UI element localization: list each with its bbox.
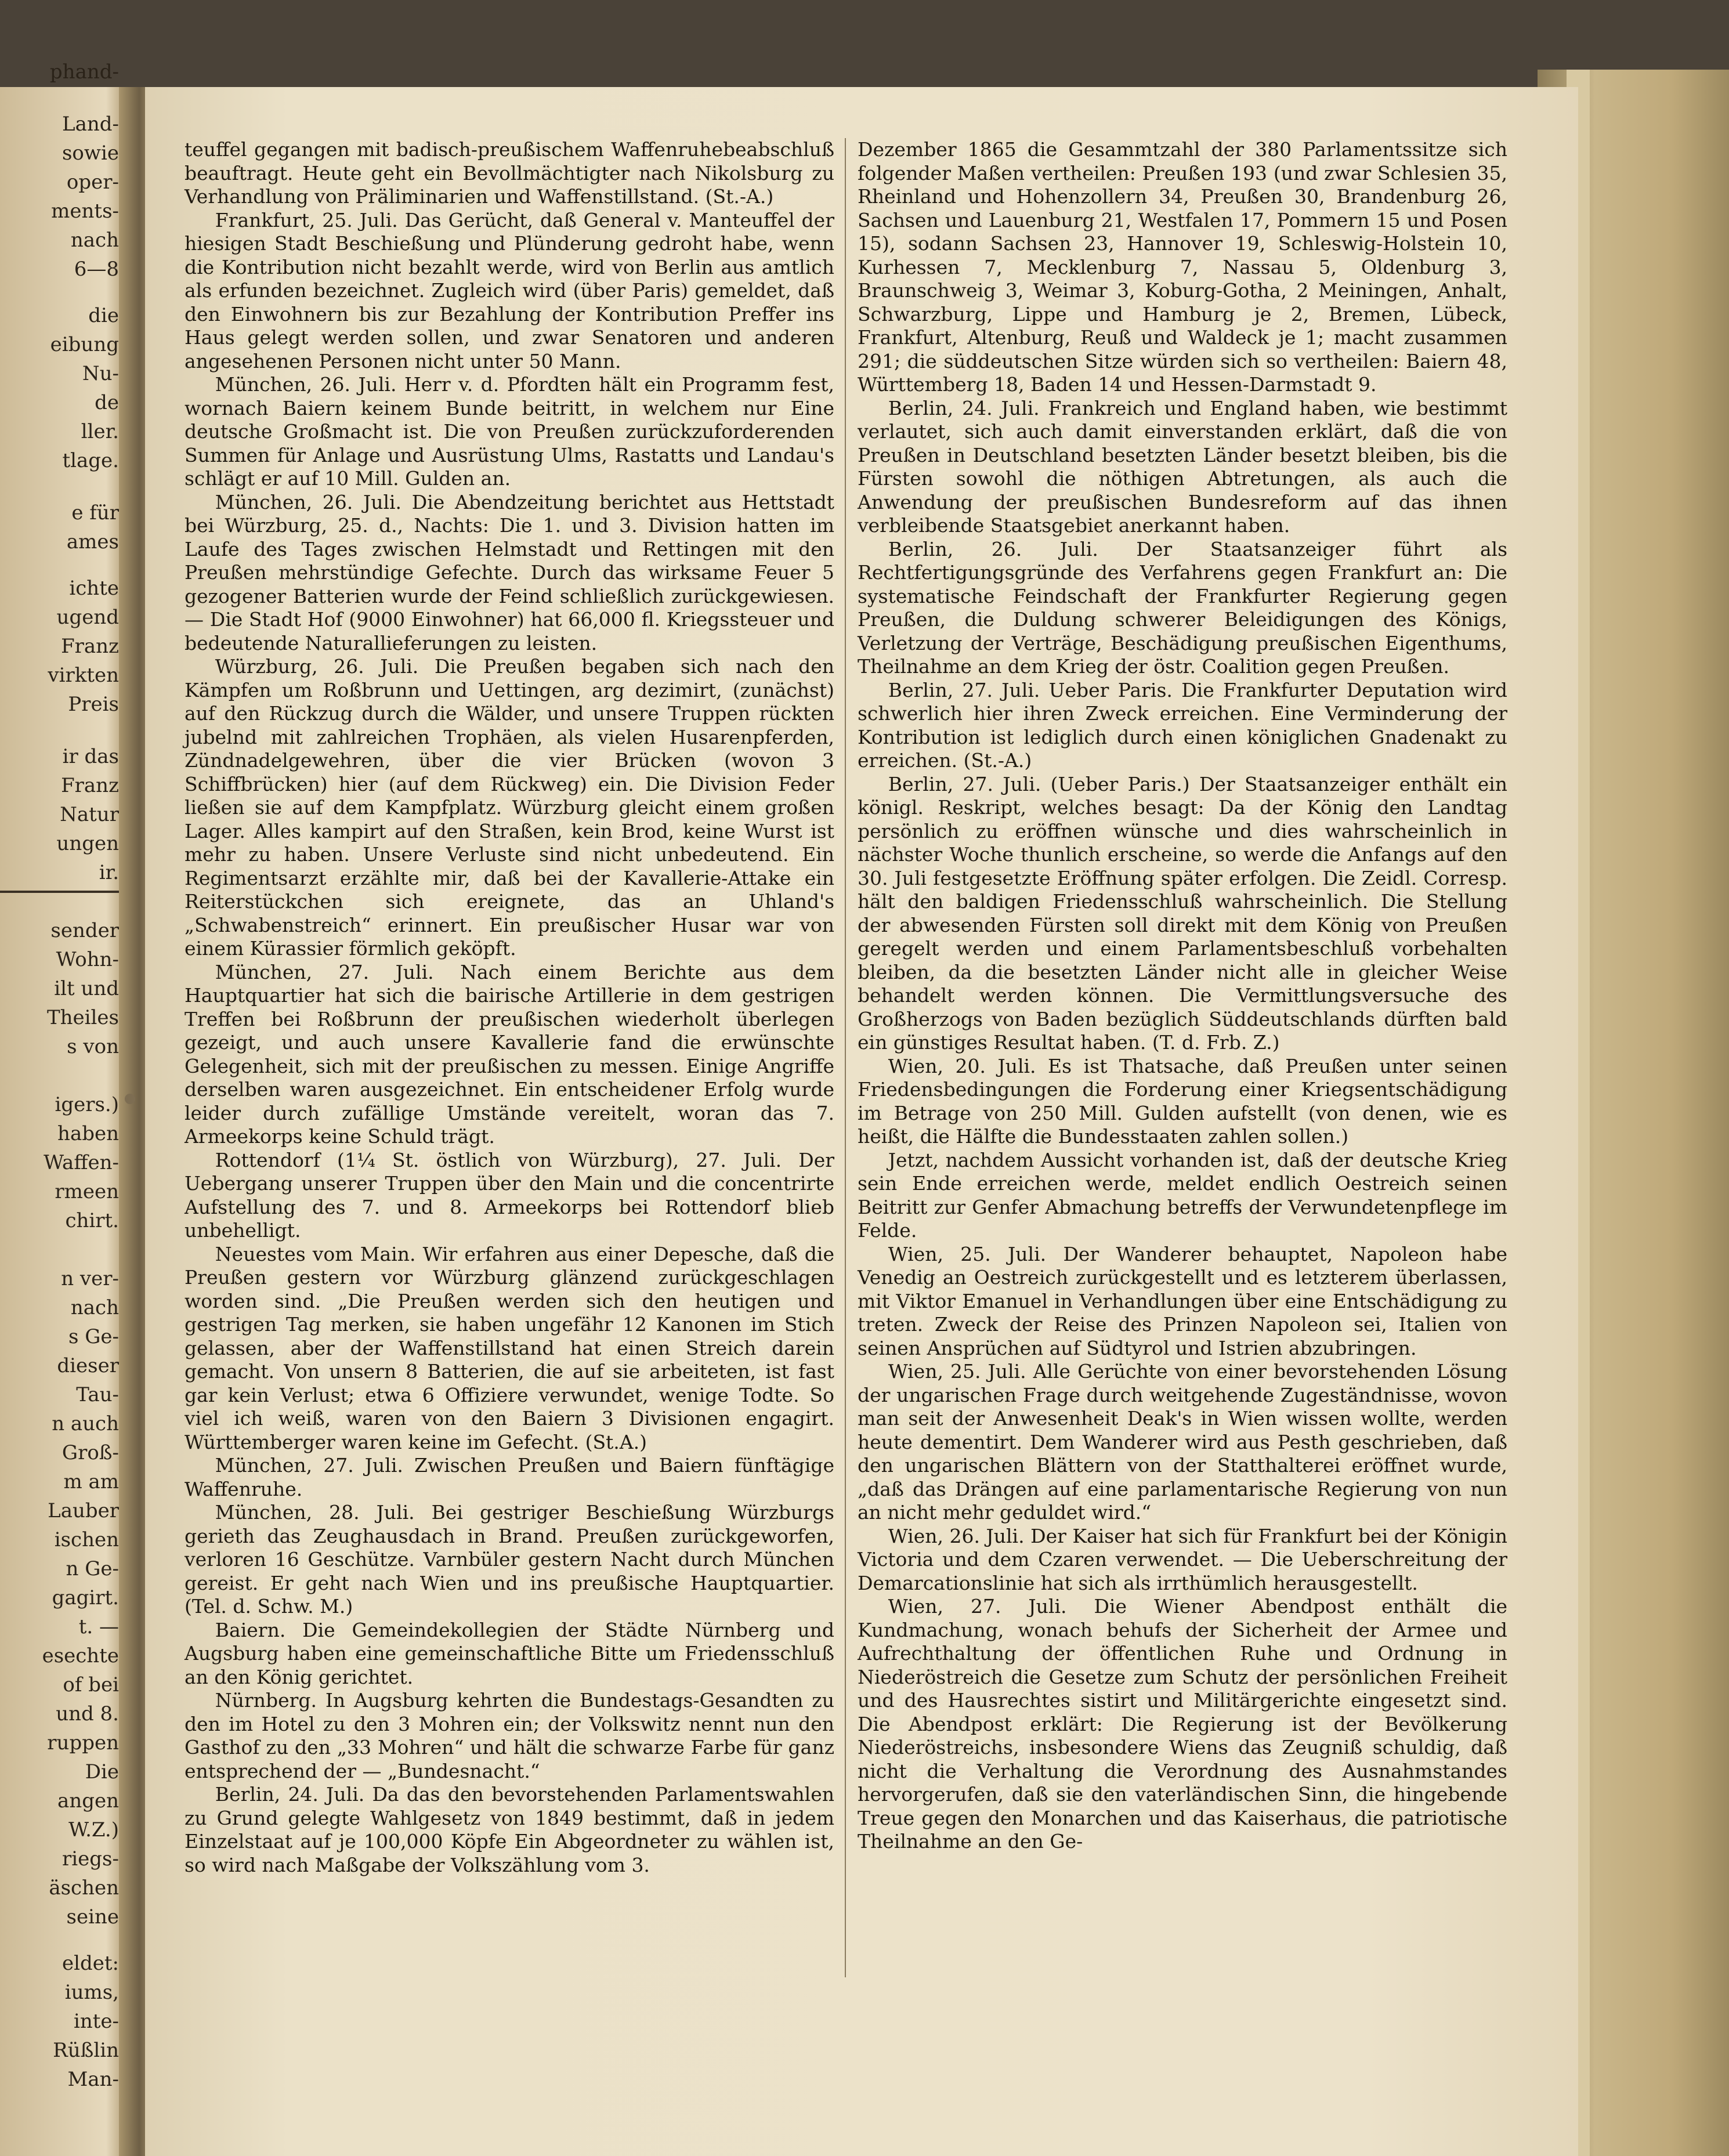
left-page-text-fragment: ichte [69, 577, 119, 600]
left-page-text-fragment: Tau- [76, 1383, 119, 1406]
left-page-text-fragment: nach [70, 1296, 119, 1319]
left-page-text-fragment: virkten [48, 664, 119, 687]
left-page-text-fragment: inte- [73, 2010, 119, 2033]
left-page-text-fragment: sender [50, 919, 119, 942]
left-page-text-fragment: s Ge- [68, 1325, 119, 1348]
left-page-text-fragment: tlage. [62, 449, 119, 472]
article-paragraph: Wien, 25. Juli. Der Wanderer behauptet, Napoleon habe Venedig an Oestreich zurückgestellt und es letzterem überlassen, mit Viktor Emanuel in Verhandlungen über eine Entschädigung zu treten. Zweck der Reise des Prinzen Napoleon sei, Italien von seinen Ansprüchen auf Südtyrol und Istrien abzubringen. [858, 1242, 1507, 1359]
article-paragraph: Dezember 1865 die Gesammtzahl der 380 Parlamentssitze sich folgender Maßen vertheilen: Preußen 193 (und zwar Schlesien 35, Rheinland und Hohenzollern 34, Preußen 30, Brandenburg 26, Sachsen und Lauenburg 21, Westfalen 17, Pommern 15 und Posen 15), sodann Sachsen 23, Hannover 19, Schleswig-Holstein 10, Kurhessen 7, Mecklenburg 7, Nassau 5, Oldenburg 3, Braunschweig 3, Weimar 3, Koburg-Gotha, 2 Meiningen, Anhalt, Schwarzburg, Lippe und Hamburg je 2, Bremen, Lübeck, Frankfurt, Altenburg, Reuß und Waldeck je 1; macht zusammen 291; die süddeutschen Sitze würden sich so vertheilen: Baiern 48, Württemberg 18, Baden 14 und Hessen-Darmstadt 9. [858, 138, 1507, 396]
left-page-text-fragment: Nu- [82, 362, 119, 385]
article-paragraph: Jetzt, nachdem Aussicht vorhanden ist, daß der deutsche Krieg sein Ende erreichen werde, meldet endlich Oestreich seinen Beitritt zur Genfer Abmachung betreffs der Verwundetenpflege im Felde. [858, 1148, 1507, 1242]
left-page-text-fragment: gagirt. [52, 1586, 119, 1609]
left-page-text-fragment: igers.) [55, 1093, 119, 1116]
left-page-text-fragment: iums, [64, 1981, 119, 2004]
left-page-text-fragment: Lauber [48, 1499, 119, 1522]
article-paragraph: München, 28. Juli. Bei gestriger Beschießung Würzburgs gerieth das Zeughausdach in Brand. Preußen zurückgeworfen, verloren 16 Geschütze. Varnbüler gestern Nacht durch München gereist. Er geht nach Wien und ins preußische Hauptquartier. (Tel. d. Schw. M.) [185, 1501, 834, 1618]
article-column-right [858, 138, 1507, 1977]
left-page-text-fragment: riegs- [62, 1847, 119, 1871]
left-page-text-fragment: Preis [68, 693, 119, 716]
article-paragraph: Würzburg, 26. Juli. Die Preußen begaben sich nach den Kämpfen um Roßbrunn und Uettingen, arg dezimirt, (zunächst) auf den Rückzug durch die Wälder, und unsere Truppen rückten jubelnd mit zahlreichen Trophäen, als vielen Husarenpferden, Zündnadelgewehren, über die vier Brücken (wovon 3 Schiffbrücken) hier (auf dem Rückweg) ein. Die Division Feder ließen sie auf dem Kampfplatz. Würzburg gleicht einem großen Lager. Alles kampirt auf den Straßen, kein Brod, keine Wurst ist mehr zu haben. Unsere Verluste sind nicht unbedeutend. Ein Regimentsarzt erzählte mir, daß bei der Kavallerie-Attake ein Reiterstückchen sich ereignete, das an Uhland's „Schwabenstreich“ erinnert. Ein preußischer Husar war von einem Kürassier förmlich geköpft. [185, 655, 834, 960]
left-page-text-fragment: ames [66, 530, 119, 554]
left-page-text-fragment: ir. [99, 861, 119, 884]
left-page-text-fragment: Natur [60, 803, 119, 826]
left-page-rule [0, 891, 119, 893]
left-page-text-fragment: m am [63, 1470, 119, 1493]
left-page-text-fragment: e für [71, 501, 119, 524]
left-page-text-fragment: oper- [66, 171, 119, 194]
left-page-text-fragment: Man- [67, 2068, 119, 2091]
left-page-text-fragment: W.Z.) [68, 1818, 119, 1842]
left-page-text-fragment: ller. [81, 420, 119, 443]
left-page-text-fragment: de [95, 391, 119, 414]
left-page-text-fragment: t. — [78, 1615, 119, 1638]
article-paragraph: Nürnberg. In Augsburg kehrten die Bundestags-Gesandten zu den im Hotel zu den 3 Mohren ein; der Volkswitz nennt nun den Gasthof zu den „33 Mohren“ und hält die schwarze Farbe für ganz entsprechend der — „Bundesnacht.“ [185, 1689, 834, 1782]
article-paragraph: München, 27. Juli. Nach einem Berichte aus dem Hauptquartier hat sich die bairische Artillerie in dem gestrigen Treffen bei Roßbrunn der preußischen wiederholt überlegen gezeigt, und auch unsere Kavallerie fand die erwünschte Gelegenheit, sich mit der preußischen zu messen. Einige Angriffe derselben waren ausgezeichnet. Ein entscheidener Erfolg wurde leider durch zufällige Umstände vereitelt, woran das 7. Armeekorps keine Schuld trägt. [185, 960, 834, 1148]
left-page-text-fragment: n ver- [61, 1267, 119, 1290]
article-paragraph: Berlin, 26. Juli. Der Staatsanzeiger führt als Rechtfertigungsgründe des Verfahrens gegen Frankfurt an: Die systematische Feindschaft der Frankfurter Regierung gegen Preußen, die Duldung schwerer Beleidigungen des Königs, Verletzung der Verträge, Beschädigung preußischen Eigenthums, Theilnahme an dem Krieg der östr. Coalition gegen Preußen. [858, 537, 1507, 678]
article-paragraph: Berlin, 24. Juli. Da das den bevorstehenden Parlamentswahlen zu Grund gelegte Wahlgesetz von 1849 bestimmt, daß in jedem Einzelstaat auf je 100,000 Köpfe Ein Abgeordneter zu wählen ist, so wird nach Maßgabe der Volkszählung vom 3. [185, 1783, 834, 1876]
left-page-text-fragment: seine [66, 1905, 119, 1929]
column-divider [845, 138, 846, 1977]
article-paragraph: Wien, 27. Juli. Die Wiener Abendpost enthält die Kundmachung, wonach behufs der Sicherheit der Armee und Aufrechthaltung der öffentlichen Ruhe und Ordnung in Niederöstreich die Gesetze zum Schutz der persönlichen Freiheit und des Hausrechtes sistirt und Militärgerichte eingesetzt sind. Die Abendpost erklärt: Die Regierung ist der Bevölkerung Niederöstreichs, insbesondere Wiens das Zeugniß schuldig, daß nicht die Verhaltung die Verordnung des Ausnahmstandes hervorgerufen, daß sie den vaterländischen Sinn, die hingebende Treue gegen den Monarchen und das Kaiserhaus, die patriotische Theilnahme an den Ge- [858, 1595, 1507, 1853]
binding-hole [125, 1094, 135, 1104]
left-page-text-fragment: dieser [57, 1354, 119, 1377]
article-paragraph: Berlin, 24. Juli. Frankreich und England haben, wie bestimmt verlautet, sich auch damit einverstanden erklärt, daß die von Preußen in Deutschland besetzten Länder besetzt bleiben, bis die Fürsten sowohl die nöthigen Abtretungen, als auch die Anwendung der preußischen Bundesreform auf das ihnen verbleibende Staatsgebiet anerkannt haben. [858, 396, 1507, 537]
article-paragraph: Baiern. Die Gemeindekollegien der Städte Nürnberg und Augsburg haben eine gemeinschaftliche Bitte um Friedensschluß an den König gerichtet. [185, 1618, 834, 1688]
article-paragraph: Wien, 25. Juli. Alle Gerüchte von einer bevorstehenden Lösung der ungarischen Frage durch weitgehende Zugeständnisse, wovon man seit der Anwesenheit Deak's in Wien wissen wollte, werden heute dementirt. Dem Wanderer wird aus Pesth geschrieben, daß den ungarischen Blättern von der Statthalterei eröffnet wurde, „daß das Drängen auf eine parlamentarische Regierung von nun an nicht mehr geduldet wird.“ [858, 1360, 1507, 1524]
article-paragraph: Berlin, 27. Juli. (Ueber Paris.) Der Staatsanzeiger enthält ein königl. Reskript, welches besagt: Da der König den Landtag persönlich zu eröffnen wünsche und dies wahrscheinlich in nächster Woche thunlich erscheine, so werde die Anfangs auf den 30. Juli festgesetzte Eröffnung später erfolgen. Die Zeidl. Corresp. hält den baldigen Friedensschluß wahrscheinlich. Die Stellung der abwesenden Fürsten soll direkt mit dem König von Preußen geregelt werden und einem Parlamentsbeschluß vorbehalten bleiben, da die besetzten Länder nicht alle in gleicher Weise behandelt werden können. Die Vermittlungsversuche des Großherzogs von Baden bezüglich Süddeutschlands dürften bald ein günstiges Resultat haben. (T. d. Frb. Z.) [858, 772, 1507, 1054]
article-paragraph: Wien, 26. Juli. Der Kaiser hat sich für Frankfurt bei der Königin Victoria und dem Czaren verwendet. — Die Ueberschreitung der Demarcationslinie hat sich als irrthümlich herausgestellt. [858, 1524, 1507, 1594]
article-paragraph: Frankfurt, 25. Juli. Das Gerücht, daß General v. Manteuffel der hiesigen Stadt Beschießung und Plünderung gedroht habe, wenn die Kontribution nicht bezahlt werde, wird von Berlin aus amtlich als erfunden bezeichnet. Zugleich wird (über Paris) gemeldet, daß den Einwohnern bis zur Bezahlung der Kontribution Preffer ins Haus gelegt werden sollen, und zwar Senatoren und anderen angesehenen Personen nicht unter 50 Mann. [185, 208, 834, 372]
left-page-text-fragment: angen [57, 1789, 119, 1813]
left-page-text-fragment: ugend [56, 606, 119, 629]
article-paragraph: Berlin, 27. Juli. Ueber Paris. Die Frankfurter Deputation wird schwerlich hier ihren Zweck erreichen. Eine Verminderung der Kontribution ist lediglich durch einen königlichen Gnadenakt zu erreichen. (St.-A.) [858, 678, 1507, 772]
left-page-text-fragment: haben [57, 1122, 119, 1145]
left-page-text-fragment: und 8. [56, 1702, 119, 1725]
article-column-left [185, 138, 834, 1995]
article-paragraph: Rottendorf (1¼ St. östlich von Würzburg), 27. Juli. Der Uebergang unserer Truppen über den Main und die concentrirte Aufstellung des 7. und 8. Armeekorps bei Rottendorf blieb unbehelligt. [185, 1148, 834, 1242]
left-page-text-fragment: s von [67, 1035, 119, 1058]
left-page-text-fragment: ungen [56, 832, 119, 855]
left-page-text-fragment: eldet: [62, 1952, 119, 1975]
left-page-text-fragment: 6—8 [74, 258, 119, 281]
article-paragraph: München, 27. Juli. Zwischen Preußen und Baiern fünftägige Waffenruhe. [185, 1454, 834, 1500]
article-paragraph: Wien, 20. Juli. Es ist Thatsache, daß Preußen unter seinen Friedensbedingungen die Forderung einer Kriegsentschädigung im Betrage von 250 Mill. Gulden aufstellt (von denen, wie es heißt, die Hälfte die Bundesstaaten zahlen sollen.) [858, 1054, 1507, 1148]
left-page-text-fragment: sowie [62, 142, 119, 165]
article-paragraph: Neuestes vom Main. Wir erfahren aus einer Depesche, daß die Preußen gestern vor Würzburg glänzend zurückgeschlagen worden sind. „Die Preußen werden sich den heutigen und gestrigen Tag merken, sie haben ungefähr 12 Kanonen im Stich gelassen, aber der Waffenstillstand hat einen Streich darein gemacht. Von unsern 8 Batterien, die auf sie arbeiteten, ist fast gar kein Verlust; etwa 6 Offiziere verwundet, wenige Todte. So viel ich weiß, waren von den Baiern 3 Divisionen engagirt. Württemberger waren keine im Gefecht. (St.A.) [185, 1242, 834, 1453]
left-page-text-fragment: of bei [63, 1673, 119, 1696]
left-page-fragment [0, 60, 125, 2156]
left-page-text-fragment: esechte [42, 1644, 119, 1667]
left-page-text-fragment: Rüßlin [53, 2039, 119, 2062]
left-page-text-fragment: phand- [49, 60, 119, 84]
left-page-text-fragment: rmeen [55, 1180, 119, 1203]
left-page-text-fragment: Land- [62, 113, 119, 136]
left-page-text-fragment: ruppen [47, 1731, 119, 1755]
left-page-text-fragment: ir das [62, 745, 119, 768]
left-page-text-fragment: eibung [50, 333, 119, 356]
left-page-text-fragment: Die [85, 1760, 119, 1784]
article-paragraph: München, 26. Juli. Herr v. d. Pfordten hält ein Programm fest, wornach Baiern keinem Bunde beitritt, in welchem nur Eine deutsche Großmacht ist. Die von Preußen zurückzuforderenden Summen für Anlage und Ausrüstung Ulms, Rastatts und Landau's schlägt er auf 10 Mill. Gulden an. [185, 373, 834, 490]
left-page-text-fragment: ilt und [54, 977, 119, 1000]
left-page-text-fragment: Theiles [46, 1006, 119, 1029]
left-page-text-fragment: Groß- [62, 1441, 119, 1464]
left-page-text-fragment: Wohn- [56, 948, 119, 971]
left-page-text-fragment: ischen [54, 1528, 119, 1551]
article-paragraph: teuffel gegangen mit badisch-preußischem Waffenruhebeabschluß beauftragt. Heute geht ein Bevollmächtigter nach Nikolsburg zu Verhandlung von Präliminarien und Waffenstillstand. (St.-A.) [185, 138, 834, 208]
left-page-text-fragment: chirt. [65, 1209, 119, 1232]
left-page-text-fragment: die [88, 304, 119, 327]
article-paragraph: München, 26. Juli. Die Abendzeitung berichtet aus Hettstadt bei Würzburg, 25. d., Nachts: Die 1. und 3. Division hatten im Laufe des Tages zwischen Helmstadt und Rettingen mit den Preußen mehrstündige Gefechte. Durch das wirksame Feuer 5 gezogener Batterien wurde der Feind schließlich zurückgewiesen. — Die Stadt Hof (9000 Einwohner) hat 66,000 fl. Kriegssteuer und bedeutende Naturallieferungen zu leisten. [185, 490, 834, 654]
left-page-text-fragment: äschen [49, 1876, 119, 1900]
left-page-text-fragment: ments- [51, 200, 119, 223]
left-page-text-fragment: Waffen- [44, 1151, 119, 1174]
left-page-text-fragment: Franz [61, 774, 119, 797]
left-page-text-fragment: Franz [61, 635, 119, 658]
left-page-text-fragment: n Ge- [66, 1557, 119, 1580]
left-page-text-fragment: n auch [52, 1412, 119, 1435]
left-page-text-fragment: nach [70, 229, 119, 252]
